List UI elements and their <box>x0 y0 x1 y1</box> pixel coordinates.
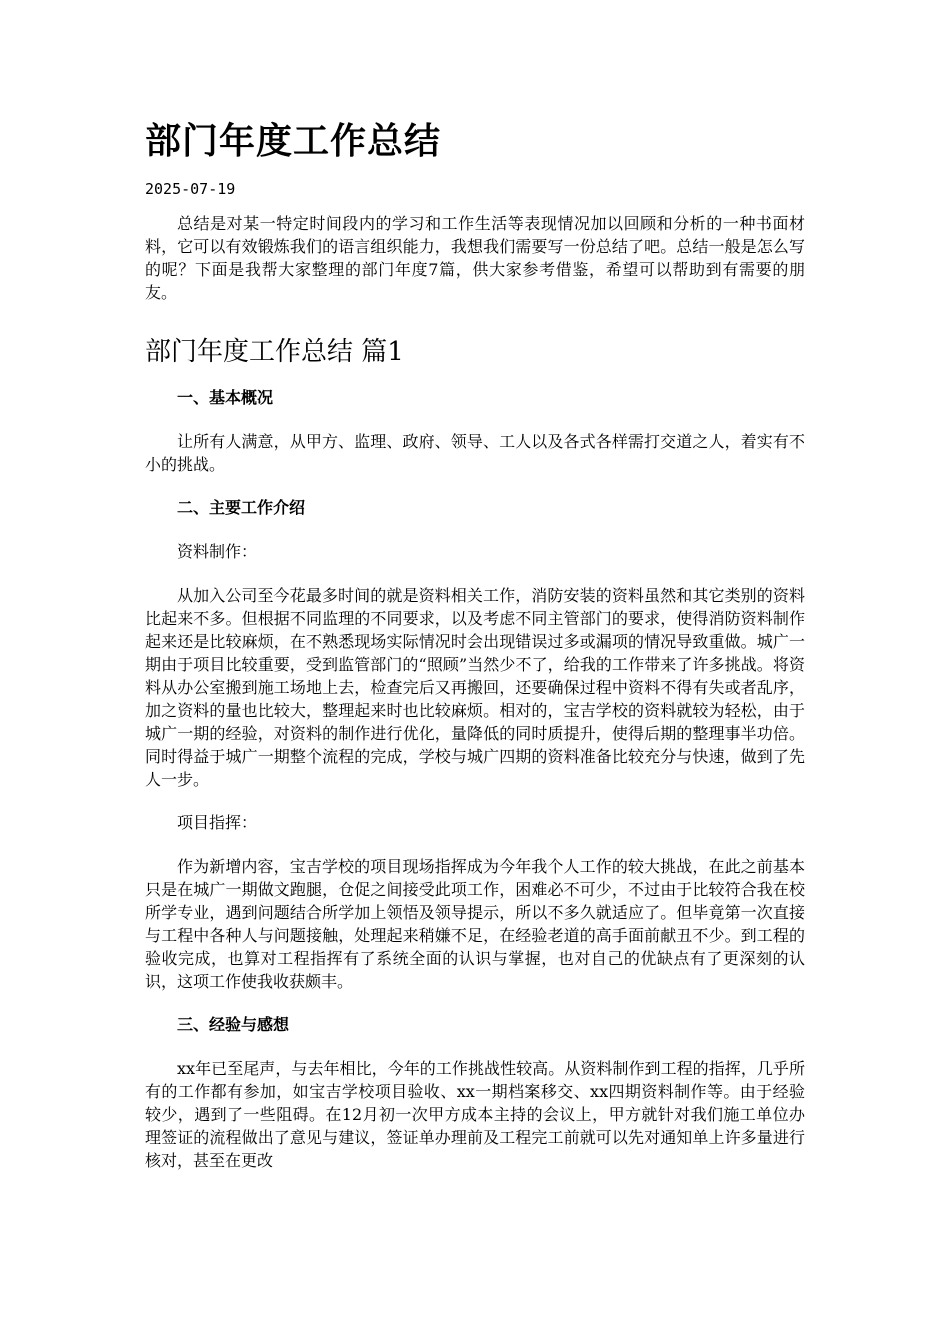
document-title: 部门年度工作总结 <box>145 120 442 162</box>
subheading-main-work: 二、主要工作介绍 <box>177 498 306 517</box>
label-materials: 资料制作： <box>177 542 258 561</box>
subheading-overview: 一、基本概况 <box>177 388 274 407</box>
intro-paragraph: 总结是对某一特定时间段内的学习和工作生活等表现情况加以回顾和分析的一种书面材料，它可以有效锻炼我们的语言组织能力，我想我们需要写一份总结了吧。总结一般是怎么写的呢？下面是我帮大家整理的部门年度7篇，供大家参考借鉴，希望可以帮助到有需要的朋友。 <box>145 214 805 302</box>
paragraph-overview: 让所有人满意，从甲方、监理、政府、领导、工人以及各式各样需打交道之人，着实有不小的挑战。 <box>145 432 805 474</box>
label-project-command: 项目指挥： <box>177 813 258 832</box>
subheading-experience: 三、经验与感想 <box>177 1015 290 1034</box>
document-body <box>145 112 805 1192</box>
section-heading: 部门年度工作总结 篇1 <box>145 337 404 367</box>
paragraph-materials: 从加入公司至今花最多时间的就是资料相关工作，消防安装的资料虽然和其它类别的资料比起来不多。但根据不同监理的不同要求，以及考虑不同主管部门的要求，使得消防资料制作起来还是比较麻烦，在不熟悉现场实际情况时会出现错误过多或漏项的情况导致重做。城广一期由于项目比较重要，受到监管部门的“照顾”当然少不了，给我的工作带来了许多挑战。将资料从办公室搬到施工场地上去，检查完后又再搬回，还要确保过程中资料不得有失或者乱序，加之资料的量也比较大，整理起来时也比较麻烦。相对的，宝吉学校的资料就较为轻松，由于城广一期的经验，对资料的制作进行优化，量降低的同时质提升，使得后期的整理事半功倍。同时得益于城广一期整个流程的完成，学校与城广四期的资料准备比较充分与快速，做到了先人一步。 <box>145 586 805 789</box>
document-date: 2025-07-19 <box>145 180 236 198</box>
paragraph-project-command: 作为新增内容，宝吉学校的项目现场指挥成为今年我个人工作的较大挑战，在此之前基本只是在城广一期做文跑腿，仓促之间接受此项工作，困难必不可少，不过由于比较符合我在校所学专业，遇到问题结合所学加上领悟及领导提示，所以不多久就适应了。但毕竟第一次直接与工程中各种人与问题接触，处理起来稍嫌不足，在经验老道的高手面前献丑不少。到工程的验收完成，也算对工程指挥有了系统全面的认识与掌握，也对自己的优缺点有了更深刻的认识，这项工作使我收获颇丰。 <box>145 857 805 991</box>
paragraph-experience: xx年已至尾声，与去年相比，今年的工作挑战性较高。从资料制作到工程的指挥，几乎所有的工作都有参加，如宝吉学校项目验收、xx一期档案移交、xx四期资料制作等。由于经验较少，遇到了一些阻碍。在12月初一次甲方成本主持的会议上，甲方就针对我们施工单位办理签证的流程做出了意见与建议，签证单办理前及工程完工前就可以先对通知单上许多量进行核对，甚至在更改 <box>145 1059 805 1170</box>
